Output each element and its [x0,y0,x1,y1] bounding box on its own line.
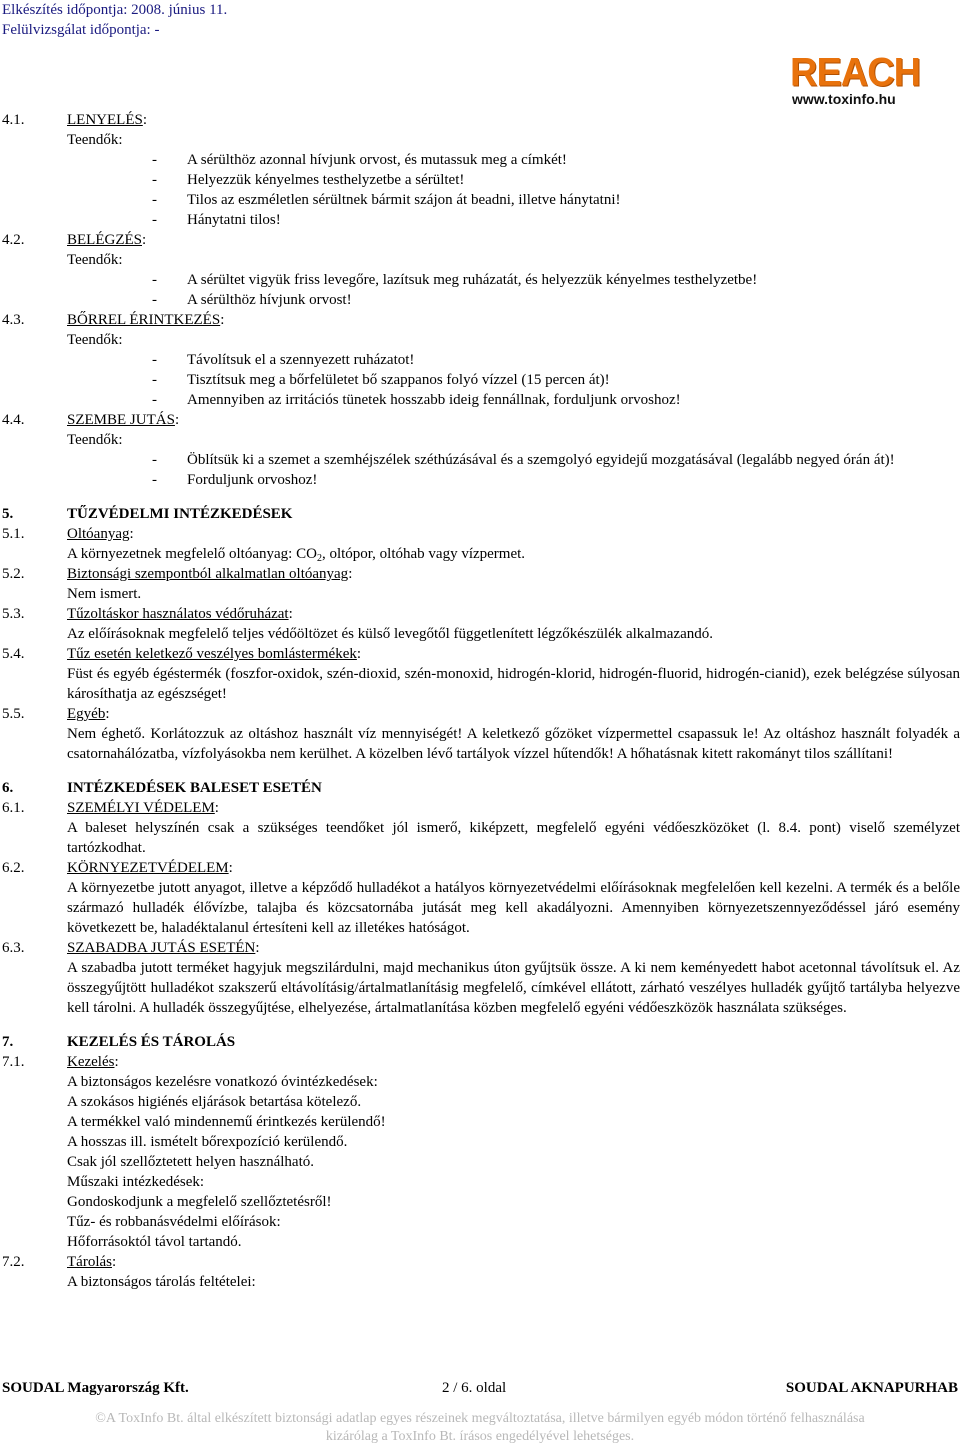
section-5-3-heading: 5.3. Tűzoltáskor használatos védőruházat: [2,606,293,622]
toxinfo-url: www.toxinfo.hu [792,91,896,107]
section-5-1-heading: 5.1. Oltóanyag: [2,526,134,542]
footer-company: SOUDAL Magyarország Kft. [2,1380,189,1396]
text-line: A termékkel való mindennemű érintkezés kerülendő! [67,1114,386,1130]
section-4-2-title: BELÉGZÉS [67,232,142,248]
section-6-1-text: A baleset helyszínén csak a szükséges teendőket jól ismerő, kiképzett, megfelelő egyéni védőeszközöket (l. 8.4. pont) viselő személyzet tartózkodhat. [67,820,960,856]
text-line: Csak jól szellőztetett helyen használható. [67,1154,315,1170]
section-5-5-text: Nem éghető. Korlátozzuk az oltáshoz használt víz mennyiségét! A keletkező gőzöket vízpermettel csapassuk le! Az oltáshoz használt folyadék a csatornahálózatba, vízfolyásokba nem kerülhet. A közelben lévő tartályok vízzel hűtendők! A hőhatásnak kitett rakományt tilos szállítani! [67,726,960,762]
teendok-label: Teendők: [67,252,123,268]
section-7-heading: 7. KEZELÉS ÉS TÁROLÁS [2,1034,236,1050]
section-5-2-text: Nem ismert. [67,586,142,602]
section-7-2-heading: 7.2. Tárolás: [2,1254,117,1270]
section-5-2-heading: 5.2. Biztonsági szempontból alkalmatlan oltóanyag: [2,566,353,582]
section-7-1-heading: 7.1. Kezelés: [2,1054,119,1070]
list-item: - Forduljunk orvoshoz! [152,472,318,488]
text-line: A hosszas ill. ismételt bőrexpozíció kerülendő. [67,1134,348,1150]
list-item: - Öblítsük ki a szemet a szemhéjszélek széthúzásával és a szemgolyó egyidejű mozgatásával (legalább negyed órán át)! [152,452,895,468]
section-6-2-text: A környezetbe jutott anyagot, illetve a képződő hulladékot a hatályos környezetvédelmi előírásoknak megfelelően kell kezelni. A termék és a belőle származó hulladék élővízbe, talajba és közcsatornába jutását meg kell akadályozni. Amennyiben környezetszennyeződéssel járó esemény következett be, haladéktalanul értesíteni kell az illetékes hatóságot. [67,880,960,936]
section-5-1-text: A környezetnek megfelelő oltóanyag: $CO_2$, oltópor, oltóhab vagy vízpermet. [67,546,526,564]
section-5-5-heading: 5.5. Egyéb: [2,706,110,722]
document-header [2,0,227,40]
section-5-title: TŰZVÉDELMI INTÉZKEDÉSEK [67,506,293,522]
section-5-4-heading: 5.4. Tűz esetén keletkező veszélyes bomlástermékek: [2,646,362,662]
text-line: A biztonságos kezelésre vonatkozó óvintézkedések: [67,1074,378,1090]
section-5-heading: 5. TŰZVÉDELMI INTÉZKEDÉSEK [2,506,293,522]
section-4-3-title: BŐRREL ÉRINTKEZÉS [67,312,221,328]
creation-date: Elkészítés időpontja: 2008. június 11. [2,2,228,18]
section-6-1-heading: 6.1. SZEMÉLYI VÉDELEM: [2,800,219,816]
revision-date: Felülvizsgálat időpontja: - [2,22,160,38]
text-line: A biztonságos tárolás feltételei: [67,1274,256,1290]
section-6-heading: 6. INTÉZKEDÉSEK BALESET ESETÉN [2,780,322,796]
text-line: A szokásos higiénés eljárások betartása kötelező. [67,1094,362,1110]
page-footer [0,1378,960,1398]
section-6-2-heading: 6.2. KÖRNYEZETVÉDELEM: [2,860,233,876]
section-6-title: INTÉZKEDÉSEK BALESET ESETÉN [67,780,322,796]
list-item: - Amennyiben az irritációs tünetek hosszabb ideig fennállnak, forduljunk orvoshoz! [152,392,681,408]
list-item: - A sérültet vigyük friss levegőre, lazítsuk meg ruházatát, és helyezzük kényelmes testhelyzetbe! [152,272,758,288]
list-item: - A sérülthöz hívjunk orvost! [152,292,352,308]
section-4-1-title: LENYELÉS [67,112,143,128]
reach-logo-word: REACH [790,50,921,96]
copyright-notice: ©A ToxInfo Bt. által elkészített biztonsági adatlap egyes részeinek megváltoztatása, illetve bármilyen egyéb módon történő felhasználása kizárólag a ToxInfo Bt. írásos engedélyével lehetséges. [95,1411,865,1444]
text-line: Műszaki intézkedések: [67,1174,205,1190]
teendok-label: Teendők: [67,332,123,348]
text-line: Tűz- és robbanásvédelmi előírások: [67,1214,281,1230]
section-4-2-heading: 4.2. BELÉGZÉS: [2,232,147,248]
page-number: 2 / 6. oldal [442,1380,507,1396]
text-line: Gondoskodjunk a megfelelő szellőztetésről! [67,1194,332,1210]
section-4-3-heading: 4.3. BŐRREL ÉRINTKEZÉS: [2,312,225,328]
section-5-4-text: Füst és egyéb égéstermék (foszfor-oxidok, szén-dioxid, szén-monoxid, hidrogén-klorid, hidrogén-fluorid, hidrogén-cianid), ezek belégzése súlyosan károsíthatja az egészséget! [67,666,960,702]
list-item: - Tisztítsuk meg a bőrfelületet bő szappanos folyó vízzel (15 percen át)! [152,372,610,388]
text-line: Hőforrásoktól távol tartandó. [67,1234,242,1250]
list-item: - A sérülthöz azonnal hívjunk orvost, és mutassuk meg a címkét! [152,152,567,168]
reach-logo [786,50,960,108]
section-6-3-heading: 6.3. SZABADBA JUTÁS ESETÉN: [2,940,260,956]
section-5-3-text: Az előírásoknak megfelelő teljes védőöltözet és külső levegőtől függetlenített légzőkészülék alkalmazandó. [67,626,714,642]
section-4-4-heading: 4.4. SZEMBE JUTÁS: [2,412,180,428]
footer-product: SOUDAL AKNAPURHAB [785,1380,958,1396]
section-4-1-heading: 4.1. LENYELÉS: [2,112,147,128]
document-body [0,110,960,1292]
teendok-label: Teendők: [67,132,123,148]
section-6-3-text: A szabadba jutott terméket hagyjuk megszilárdulni, majd mechanikus úton gyűjtsük össze. A ki nem keményedett habot acetonnal távolítsuk el. Az összegyűjtött hulladékot szakszerű eltávolításig/ártalmatlanításig megfelelő, címkével ellátott, zárható veszélyes hulladék gyűjtő tartályba helyezve kell tárolni. A hulladék összegyűjtése, elhelyezése, ártalmatlanítása közben megfelelő egyéni védőeszközök használata szükséges. [67,960,960,1016]
list-item: - Helyezzük kényelmes testhelyzetbe a sérültet! [152,172,465,188]
list-item: - Távolítsuk el a szennyezett ruházatot! [152,352,415,368]
teendok-label: Teendők: [67,432,123,448]
list-item: - Hánytatni tilos! [152,212,281,228]
list-item: - Tilos az eszméletlen sérültnek bármit szájon át beadni, illetve hánytatni! [152,192,621,208]
section-7-title: KEZELÉS ÉS TÁROLÁS [67,1034,236,1050]
section-4-4-title: SZEMBE JUTÁS [67,412,175,428]
